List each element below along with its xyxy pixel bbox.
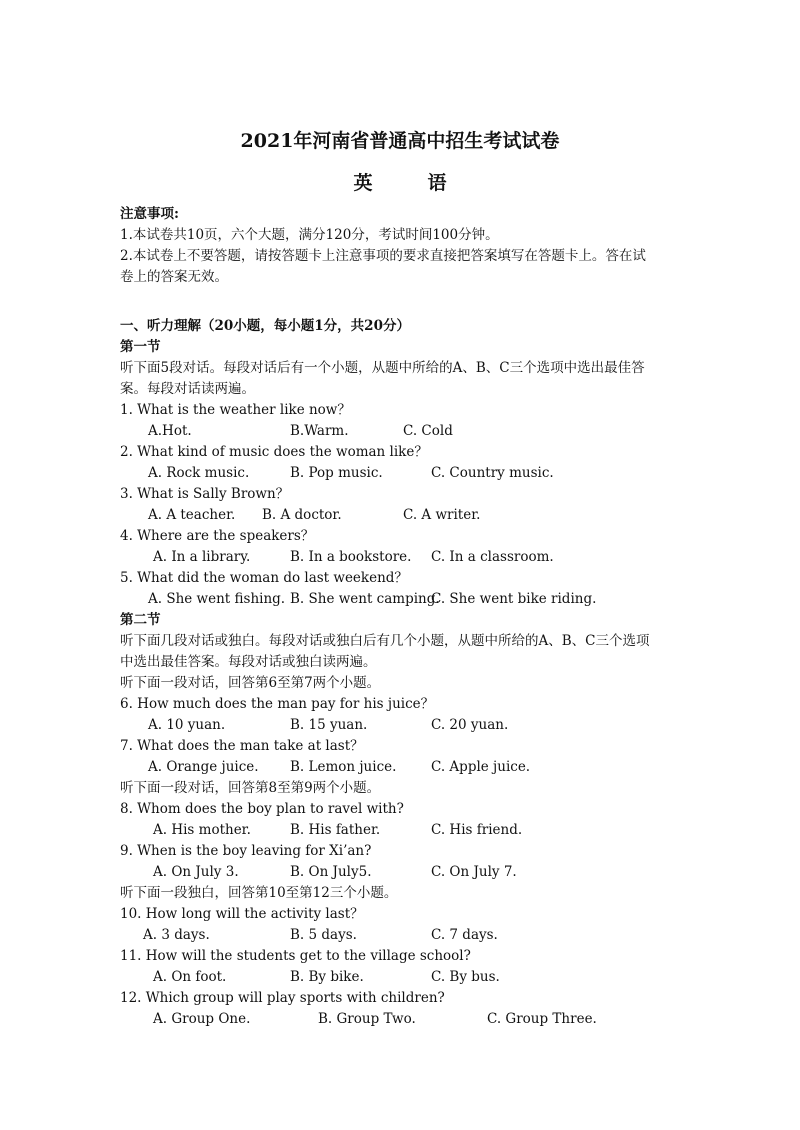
group-8-9-instructions: 听下面一段对话，回答第8至第9两个小题。 — [120, 780, 381, 796]
notice-line-1: 1.本试卷共10页，六个大题，满分120分，考试时间100分钟。 — [120, 227, 499, 243]
q8-option-a: A. His mother. — [153, 822, 251, 838]
q9-option-a: A. On July 3. — [153, 864, 239, 880]
q7-option-c: C. Apple juice. — [431, 759, 531, 775]
q3-option-a: A. A teacher. — [148, 507, 236, 523]
question-11: 11. How will the students get to the village school? — [120, 948, 471, 964]
q11-option-b: B. By bike. — [290, 969, 364, 985]
q7-option-b: B. Lemon juice. — [290, 759, 397, 775]
q4-option-c: C. In a classroom. — [431, 549, 554, 565]
q4-option-a: A. In a library. — [153, 549, 251, 565]
q10-option-c: C. 7 days. — [431, 927, 498, 943]
page-title: 2021年河南省普通高中招生考试试卷 — [240, 130, 560, 152]
q3-option-c: C. A writer. — [403, 507, 481, 523]
q12-option-a: A. Group One. — [153, 1011, 251, 1027]
section-heading: 一、听力理解（20小题，每小题1分，共20分） — [120, 318, 410, 334]
q10-option-a: A. 3 days. — [143, 927, 210, 943]
part-2-label: 第二节 — [120, 612, 161, 628]
question-8: 8. Whom does the boy plan to ravel with? — [120, 801, 404, 817]
question-7: 7. What does the man take at last？ — [120, 738, 364, 754]
question-12: 12. Which group will play sports with children? — [120, 990, 445, 1006]
q2-option-b: B. Pop music. — [290, 465, 383, 481]
q5-option-a: A. She went fishing. — [148, 591, 286, 607]
q12-option-b: B. Group Two. — [318, 1011, 416, 1027]
q4-option-b: B. In a bookstore. — [290, 549, 412, 565]
question-10: 10. How long will the activity last？ — [120, 906, 364, 922]
q8-option-c: C. His friend. — [431, 822, 523, 838]
q2-option-a: A. Rock music. — [148, 465, 250, 481]
question-5: 5. What did the woman do last weekend？ — [120, 570, 408, 586]
part-2-instructions-cont: 中选出最佳答案。每段对话或独白读两遍。 — [120, 654, 377, 670]
q9-option-c: C. On July 7. — [431, 864, 517, 880]
question-9: 9. When is the boy leaving for Xi’an? — [120, 843, 372, 859]
q6-option-c: C. 20 yuan. — [431, 717, 509, 733]
q12-option-c: C. Group Three. — [487, 1011, 597, 1027]
group-10-12-instructions: 听下面一段独白，回答第10至第12三个小题。 — [120, 885, 398, 901]
part-1-instructions: 听下面5段对话。每段对话后有一个小题，从题中所给的A、B、C三个选项中选出最佳答 — [120, 360, 645, 376]
subject-title: 英 语 — [353, 172, 465, 194]
q8-option-b: B. His father. — [290, 822, 381, 838]
notice-line-2: 2.本试卷上不要答题，请按答题卡上注意事项的要求直接把答案填写在答题卡上。答在试 — [120, 248, 646, 264]
question-4: 4. Where are the speakers？ — [120, 528, 315, 544]
q1-option-a: A.Hot. — [148, 423, 192, 439]
question-1: 1. What is the weather like now？ — [120, 402, 351, 418]
q7-option-a: A. Orange juice. — [148, 759, 259, 775]
question-3: 3. What is Sally Brown？ — [120, 486, 290, 502]
part-1-instructions-cont: 案。每段对话读两遍。 — [120, 381, 255, 397]
q11-option-a: A. On foot. — [153, 969, 227, 985]
q6-option-a: A. 10 yuan. — [148, 717, 226, 733]
question-2: 2. What kind of music does the woman like？ — [120, 444, 428, 460]
q6-option-b: B. 15 yuan. — [290, 717, 368, 733]
q3-option-b: B. A doctor. — [262, 507, 342, 523]
part-1-label: 第一节 — [120, 339, 161, 355]
q11-option-c: C. By bus. — [431, 969, 500, 985]
q2-option-c: C. Country music. — [431, 465, 554, 481]
q1-option-c: C. Cold — [403, 423, 453, 439]
notice-line-2-cont: 卷上的答案无效。 — [120, 269, 228, 285]
q5-option-b: B. She went camping. — [290, 591, 440, 607]
q9-option-b: B. On July5. — [290, 864, 372, 880]
q10-option-b: B. 5 days. — [290, 927, 357, 943]
group-6-7-instructions: 听下面一段对话，回答第6至第7两个小题。 — [120, 675, 381, 691]
notice-heading: 注意事项: — [120, 206, 179, 222]
part-2-instructions: 听下面几段对话或独白。每段对话或独白后有几个小题，从题中所给的A、B、C三个选项 — [120, 633, 650, 649]
q5-option-c: C. She went bike riding. — [431, 591, 597, 607]
q1-option-b: B.Warm. — [290, 423, 349, 439]
question-6: 6. How much does the man pay for his juice？ — [120, 696, 435, 712]
